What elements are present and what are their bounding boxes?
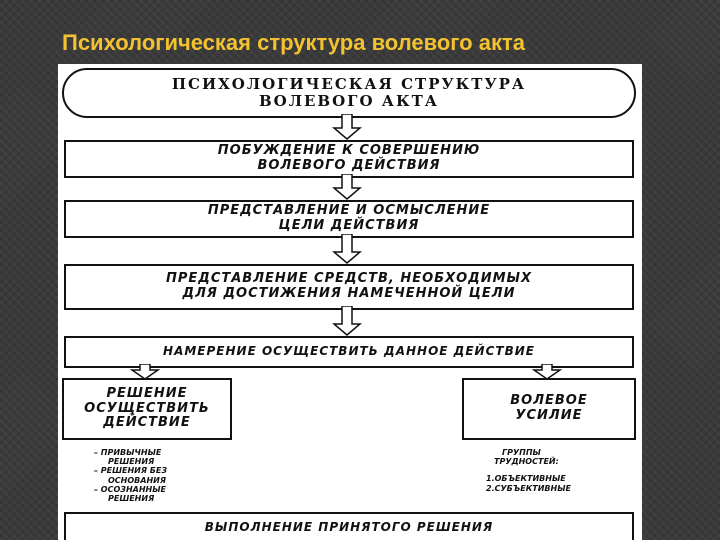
decision-line-2: ОСУЩЕСТВИТЬ	[84, 400, 210, 416]
diagram-header-line-2: ВОЛЕВОГО АКТА	[258, 92, 440, 110]
decision-type-line: ОСНОВАНИЯ	[108, 475, 167, 485]
step-means-line-1: ПРЕДСТАВЛЕНИЕ СРЕДСТВ, НЕОБХОДИМЫХ	[165, 271, 533, 287]
diagram-panel	[58, 64, 642, 540]
decision-type-line: РЕШЕНИЯ	[108, 457, 155, 467]
down-arrow-3	[332, 234, 362, 264]
difficulty-group-item: 2.СУБЪЕКТИВНЫЕ	[486, 483, 571, 493]
step-means-box	[64, 264, 634, 310]
decision-type-line: – ОСОЗНАННЫЕ	[94, 484, 166, 494]
step-motivation-box	[64, 140, 634, 178]
step-motivation-line-1: ПОБУЖДЕНИЕ К СОВЕРШЕНИЮ	[217, 143, 481, 159]
difficulty-groups-title-line: ГРУППЫ	[502, 448, 541, 457]
diagram-header	[62, 68, 636, 118]
effort-line-2: УСИЛИЕ	[515, 408, 583, 423]
decision-line-1: РЕШЕНИЕ	[106, 385, 188, 401]
final-execution-box	[64, 512, 634, 540]
decision-type-line: РЕШЕНИЯ	[108, 493, 155, 503]
final-execution-label: ВЫПОЛНЕНИЕ ПРИНЯТОГО РЕШЕНИЯ	[204, 520, 494, 535]
step-motivation-line-2: ВОЛЕВОГО ДЕЙСТВИЯ	[257, 158, 441, 173]
effort-box	[462, 378, 636, 440]
down-arrow-2	[332, 174, 362, 200]
slide-title: Психологическая структура волевого акта	[62, 30, 525, 55]
step-intention-label: НАМЕРЕНИЕ ОСУЩЕСТВИТЬ ДАННОЕ ДЕЙСТВИЕ	[163, 344, 535, 359]
difficulty-group-item: 1.ОБЪЕКТИВНЫЕ	[486, 474, 566, 484]
step-goal-line-1: ПРЕДСТАВЛЕНИЕ И ОСМЫСЛЕНИЕ	[207, 203, 491, 219]
decision-line-3: ДЕЙСТВИЕ	[103, 415, 191, 431]
difficulty-groups-note	[486, 448, 626, 493]
down-arrow-4	[332, 306, 362, 336]
decision-types-note	[94, 448, 214, 503]
decision-type-line: – РЕШЕНИЯ БЕЗ	[94, 466, 168, 476]
down-arrow-1	[332, 114, 362, 140]
diagram-header-line-1: ПСИХОЛОГИЧЕСКАЯ СТРУКТУРА	[171, 74, 527, 93]
step-means-line-2: ДЛЯ ДОСТИЖЕНИЯ НАМЕЧЕННОЙ ЦЕЛИ	[182, 286, 516, 301]
effort-line-1: ВОЛЕВОЕ	[510, 393, 588, 409]
step-goal-box	[64, 200, 634, 238]
decision-box	[62, 378, 232, 440]
step-goal-line-2: ЦЕЛИ ДЕЙСТВИЯ	[278, 218, 420, 233]
decision-type-line: – ПРИВЫЧНЫЕ	[94, 448, 162, 457]
difficulty-groups-title-line: ТРУДНОСТЕЙ:	[494, 457, 559, 467]
